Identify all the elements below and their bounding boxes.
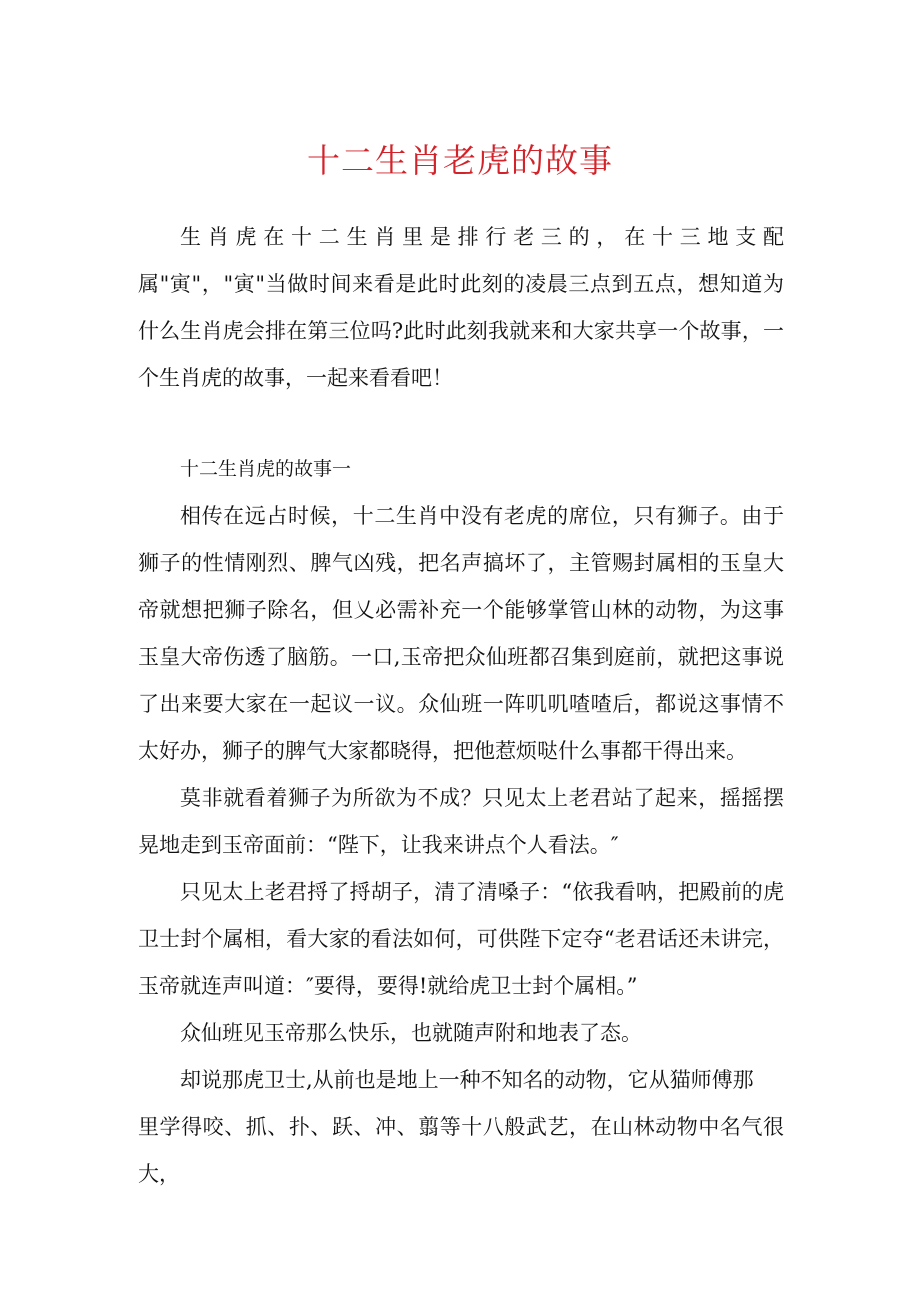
intro-paragraph: 生肖虎在十二生肖里是排行老三的，在十三地支配属"寅"，"寅"当做时间来看是此时此刻的凌晨三点到五点，想知道为什么生肖虎会排在第三位吗?此时此刻我就来和大家共享一个故事，一个生肖虎的故事，一起来看看吧！ [138, 225, 784, 390]
section-spacer [138, 402, 784, 446]
story-paragraph-3: 只见太上老君捋了捋胡子，清了清嗓子：“依我看呐，把殿前的虎卫士封个属相，看大家的看法如何，可供陛下定夺“老君话还未讲完，玉帝就连声叫道：″要得，要得!就给虎卫士封个属相。” [138, 880, 784, 998]
story-paragraph-5-line-2: 里学得咬、抓、扑、跃、冲、翦等十八般武艺，在山林动物中名气很大， [138, 1115, 784, 1186]
story-paragraph-5-line-1: 却说那虎卫士,从前也是地上一种不知名的动物，它从猫师傅那 [180, 1068, 754, 1092]
document-body [138, 214, 784, 1198]
story-paragraph-4: 众仙班见玉帝那么快乐，也就随声附和地表了态。 [180, 1021, 642, 1045]
story-paragraph-2: 莫非就看着狮子为所欲为不成？只见太上老君站了起来，摇摇摆晃地走到玉帝面前：“陛下，让我来讲点个人看法。″ [138, 786, 784, 857]
section-heading: 十二生肖虎的故事一 [180, 458, 352, 480]
document-title: 十二生肖老虎的故事 [307, 141, 613, 180]
story-paragraph-5 [138, 1057, 784, 1198]
story-paragraph-1: 相传在远占时候，十二生肖中没有老虎的席位，只有狮子。由于狮子的性情刚烈、脾气凶残，把名声搞坏了，主管赐封属相的玉皇大帝就想把狮子除名，但乂必需补充一个能够掌管山林的动物，为这事玉皇大帝伤透了脑筋。一口,玉帝把众仙班都召集到庭前，就把这事说了出来要大家在一起议一议。众仙班一阵叽叽喳喳后，都说这事情不太好办，狮子的脾气大家都晓得，把他惹烦哒什么事都干得出来。 [138, 504, 784, 763]
